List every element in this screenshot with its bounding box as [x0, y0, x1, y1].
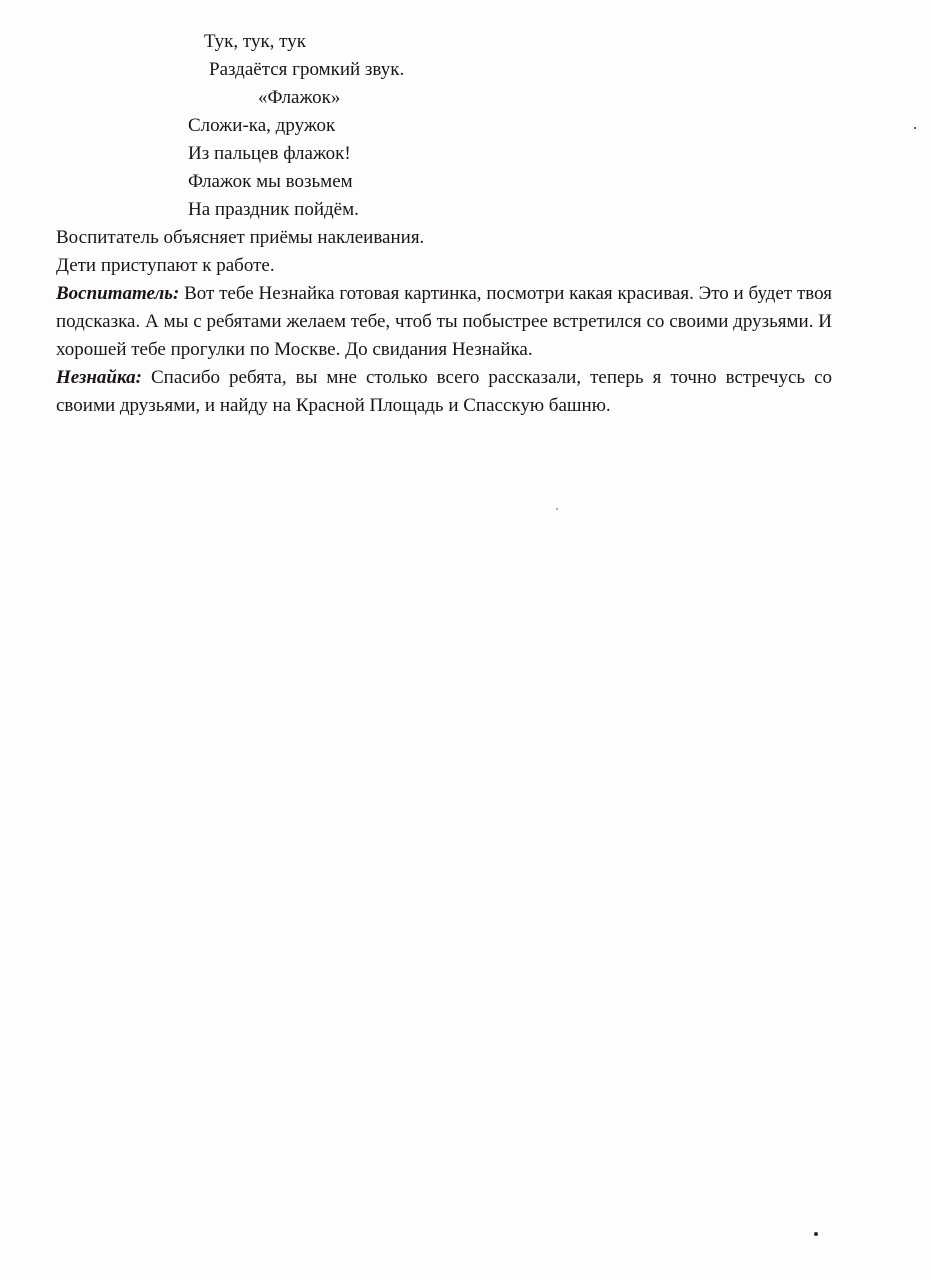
- poem-line-4: Из пальцев флажок!: [188, 143, 351, 164]
- paragraph-4-text: Спасибо ребята, вы мне столько всего рассказали, теперь я точно встречусь со своими друзьями, и найду на Красной Площадь и Спасскую башню.: [56, 367, 832, 416]
- speaker-label-neznayka: Незнайка:: [56, 367, 142, 388]
- poem-line-6: На праздник пойдём.: [188, 199, 359, 220]
- paragraph-3-text: Вот тебе Незнайка готовая картинка, посмотри какая красивая. Это и будет твоя подсказка. А мы с ребятами желаем тебе, чтоб ты побыстрее встретился со своими друзьями. И хорошей тебе прогулки по Москве. До свидания Незнайка.: [56, 283, 832, 360]
- paragraph-1: Воспитатель объясняет приёмы наклеивания.: [56, 227, 425, 248]
- poem-title: «Флажок»: [258, 87, 341, 108]
- poem-line-3: Сложи-ка, дружок: [188, 115, 336, 136]
- poem-line-2: Раздаётся громкий звук.: [209, 59, 405, 80]
- paragraph-4: [56, 364, 832, 420]
- speaker-label-teacher: Воспитатель:: [56, 283, 180, 304]
- scan-speck: [814, 1232, 818, 1236]
- paragraph-2: Дети приступают к работе.: [56, 255, 275, 276]
- poem-line-1: Тук, тук, тук: [204, 31, 306, 52]
- poem-line-5: Флажок мы возьмем: [188, 171, 353, 192]
- scan-speck: [914, 127, 916, 129]
- paragraph-3: [56, 280, 832, 364]
- scan-speck: [556, 508, 558, 510]
